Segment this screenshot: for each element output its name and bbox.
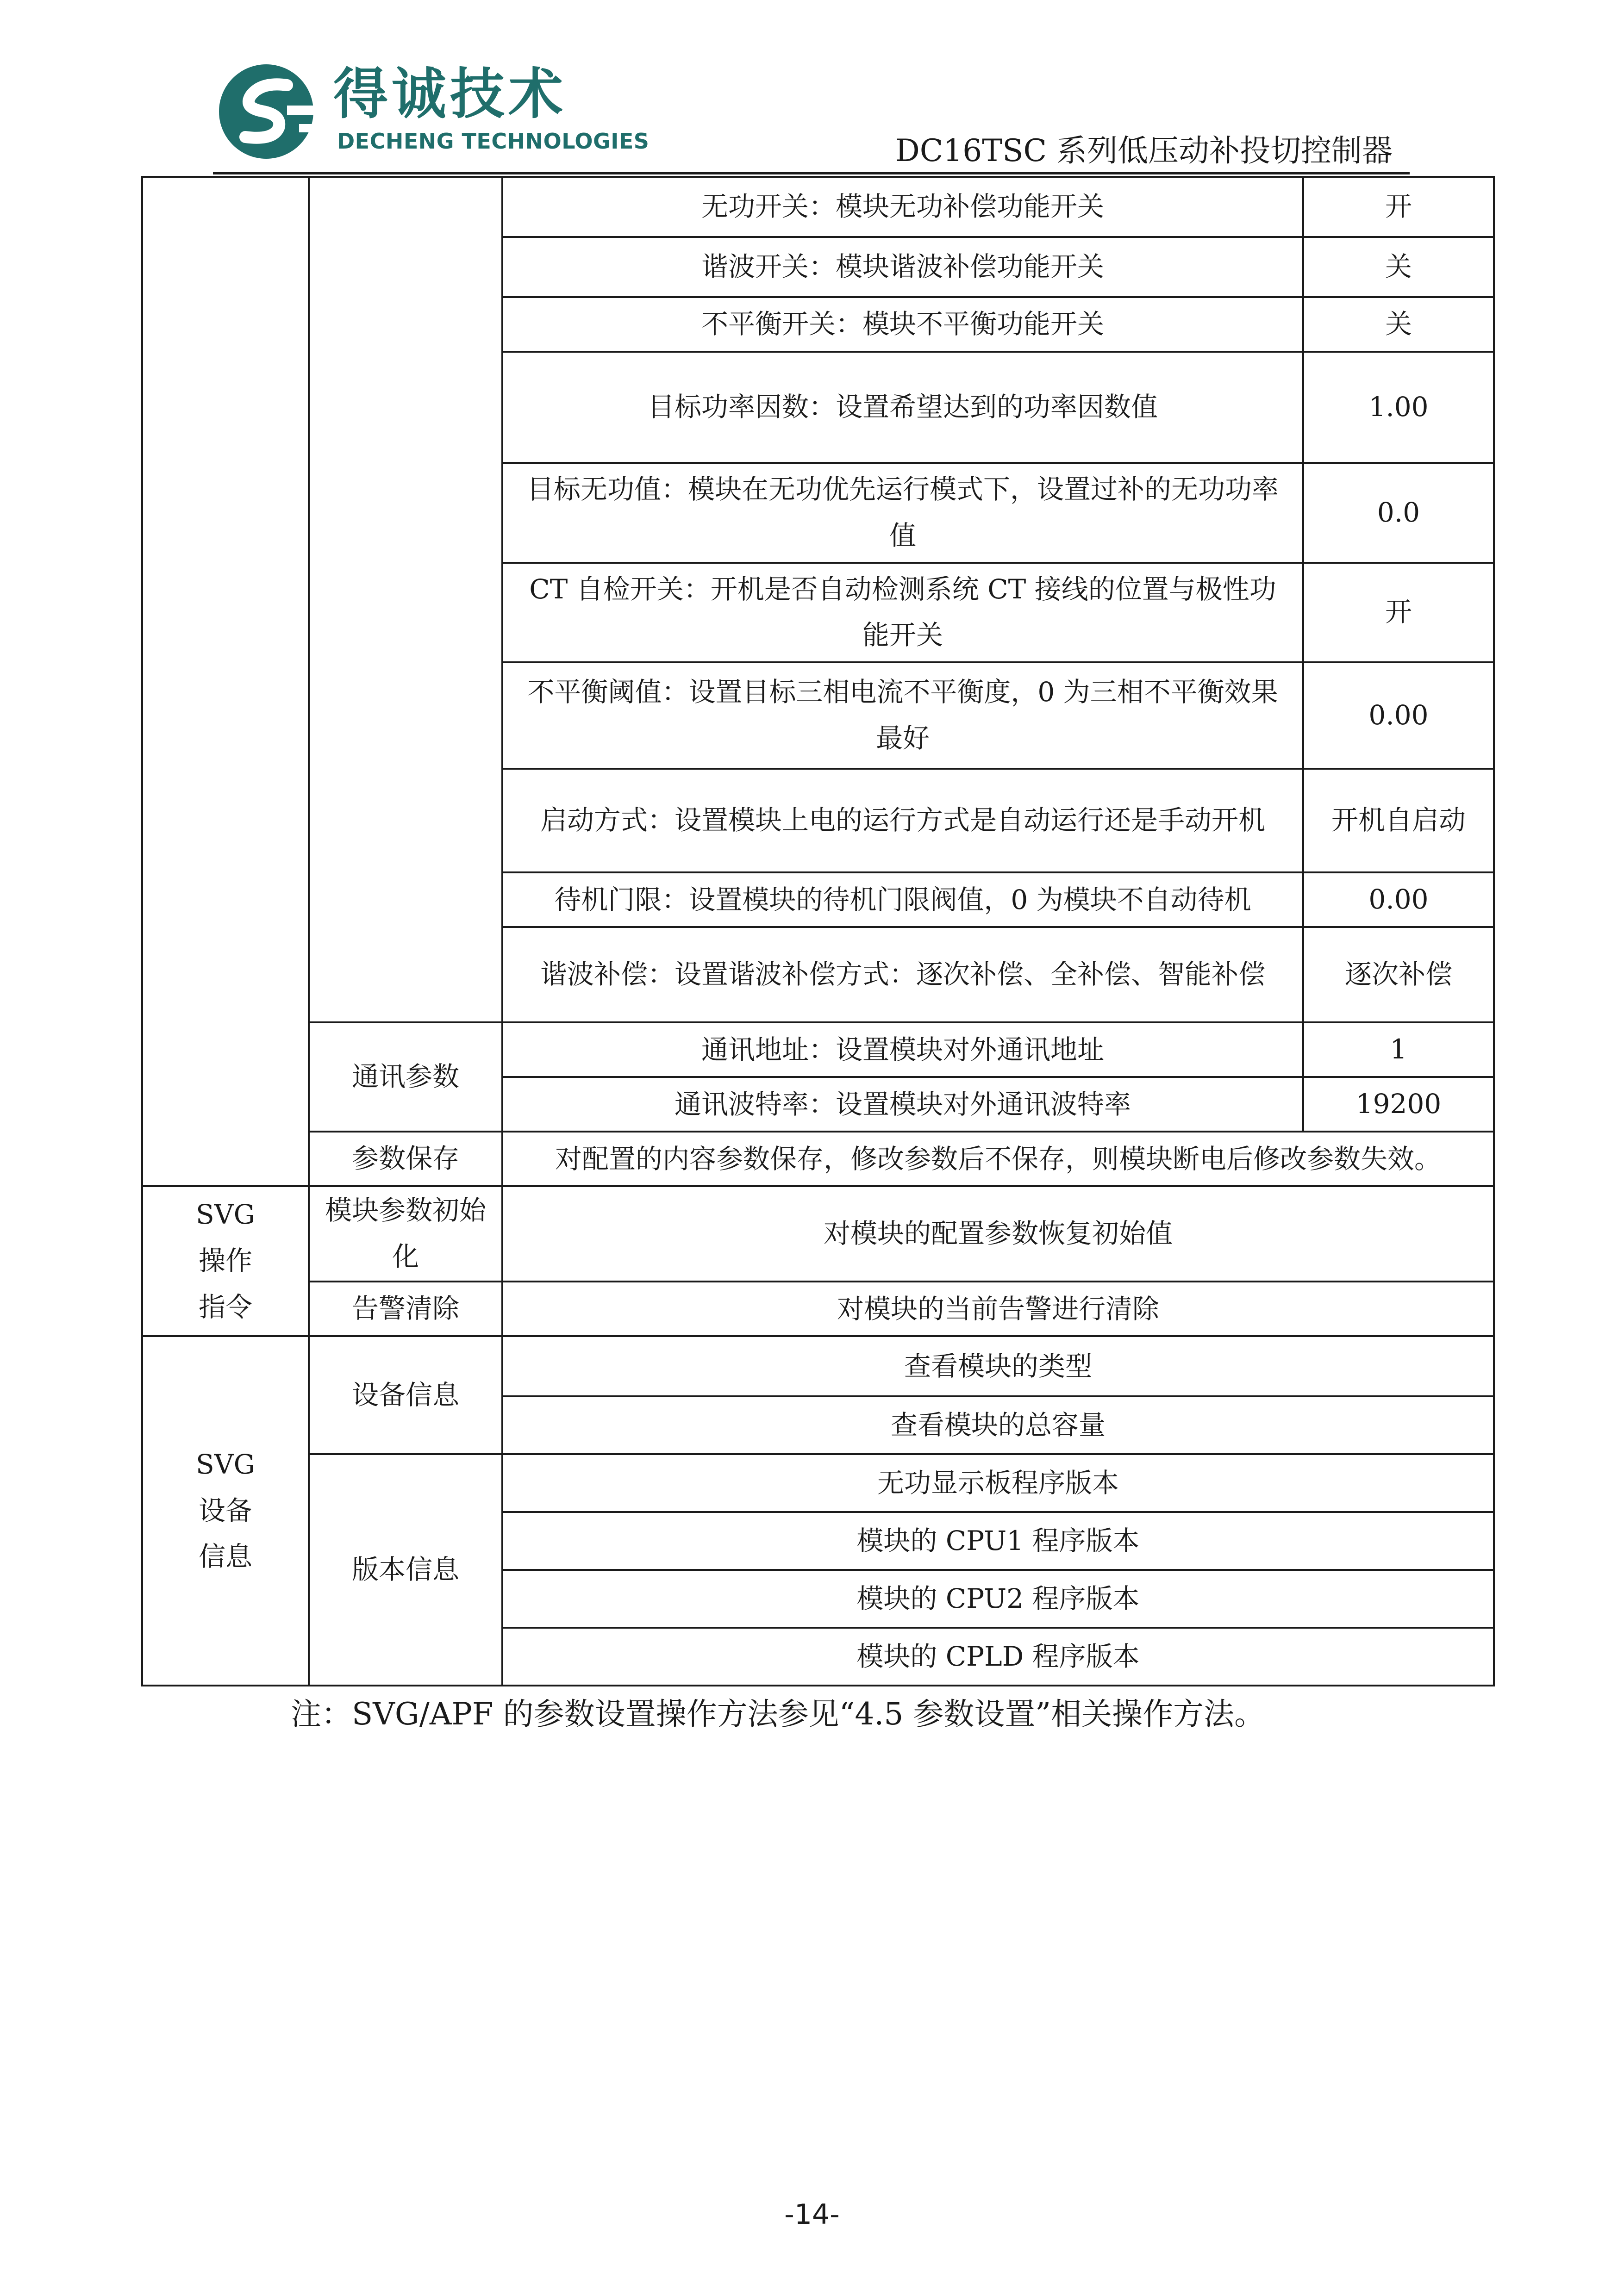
alarm-clear-desc: 对模块的当前告警进行清除 [502,1282,1494,1336]
version-info-item: 模块的 CPLD 程序版本 [502,1628,1494,1686]
category-cell-empty [142,177,309,1186]
document-title: DC16TSC 系列低压动补投切控制器 [895,133,1393,168]
device-info-item: 查看模块的类型 [502,1336,1494,1396]
module-init-desc: 对模块的配置参数恢复初始值 [502,1186,1494,1282]
param-value: 开机自启动 [1303,769,1494,872]
param-desc: 不平衡开关：模块不平衡功能开关 [502,297,1303,352]
header-rule [213,172,1410,174]
version-info-label: 版本信息 [309,1454,502,1686]
decheng-logo-icon [218,63,315,160]
parameter-table [141,176,1495,1686]
save-desc: 对配置的内容参数保存，修改参数后不保存，则模块断电后修改参数失效。 [502,1132,1494,1186]
table-row [142,1022,1494,1077]
comm-params-label: 通讯参数 [309,1022,502,1132]
param-desc: 谐波开关：模块谐波补偿功能开关 [502,237,1303,297]
module-init-label: 模块参数初始化 [309,1186,502,1282]
device-info-item: 查看模块的总容量 [502,1396,1494,1454]
param-desc: 通讯波特率：设置模块对外通讯波特率 [502,1077,1303,1132]
brand-name-cn: 得诚技术 [333,62,567,126]
table-row [142,1336,1494,1396]
param-value: 开 [1303,563,1494,663]
param-desc: 不平衡阈值：设置目标三相电流不平衡度，0 为三相不平衡效果最好 [502,662,1303,769]
table-row [142,1282,1494,1336]
param-desc: 目标无功值：模块在无功优先运行模式下，设置过补的无功功率值 [502,463,1303,563]
param-value: 关 [1303,237,1494,297]
version-info-item: 无功显示板程序版本 [502,1454,1494,1512]
param-value: 0.00 [1303,662,1494,769]
company-logo [218,59,650,170]
param-value: 19200 [1303,1077,1494,1132]
param-desc: 通讯地址：设置模块对外通讯地址 [502,1022,1303,1077]
table-row [142,1454,1494,1512]
param-value: 1 [1303,1022,1494,1077]
alarm-clear-label: 告警清除 [309,1282,502,1336]
device-info-label: 设备信息 [309,1336,502,1454]
table-note: 注：SVG/APF 的参数设置操作方法参见“4.5 参数设置”相关操作方法。 [291,1696,1265,1732]
param-value: 关 [1303,297,1494,352]
svg-info-label: SVG 设备 信息 [142,1336,309,1686]
param-value: 逐次补偿 [1303,927,1494,1022]
save-label: 参数保存 [309,1132,502,1186]
param-value: 开 [1303,177,1494,237]
table-row [142,1132,1494,1186]
param-desc: 目标功率因数：设置希望达到的功率因数值 [502,352,1303,463]
param-desc: 谐波补偿：设置谐波补偿方式：逐次补偿、全补偿、智能补偿 [502,927,1303,1022]
svg-ops-label: SVG 操作 指令 [142,1186,309,1336]
param-desc: 启动方式：设置模块上电的运行方式是自动运行还是手动开机 [502,769,1303,872]
param-value: 0.0 [1303,463,1494,563]
page-number: -14- [784,2198,840,2231]
version-info-item: 模块的 CPU1 程序版本 [502,1512,1494,1570]
param-desc: CT 自检开关：开机是否自动检测系统 CT 接线的位置与极性功能开关 [502,563,1303,663]
table-row [142,1186,1494,1282]
param-value: 0.00 [1303,872,1494,927]
brand-name-en: DECHENG TECHNOLOGIES [337,129,650,154]
param-desc: 待机门限：设置模块的待机门限阀值，0 为模块不自动待机 [502,872,1303,927]
table-row [142,177,1494,237]
subcategory-cell-empty [309,177,502,1022]
param-value: 1.00 [1303,352,1494,463]
param-desc: 无功开关：模块无功补偿功能开关 [502,177,1303,237]
version-info-item: 模块的 CPU2 程序版本 [502,1570,1494,1628]
